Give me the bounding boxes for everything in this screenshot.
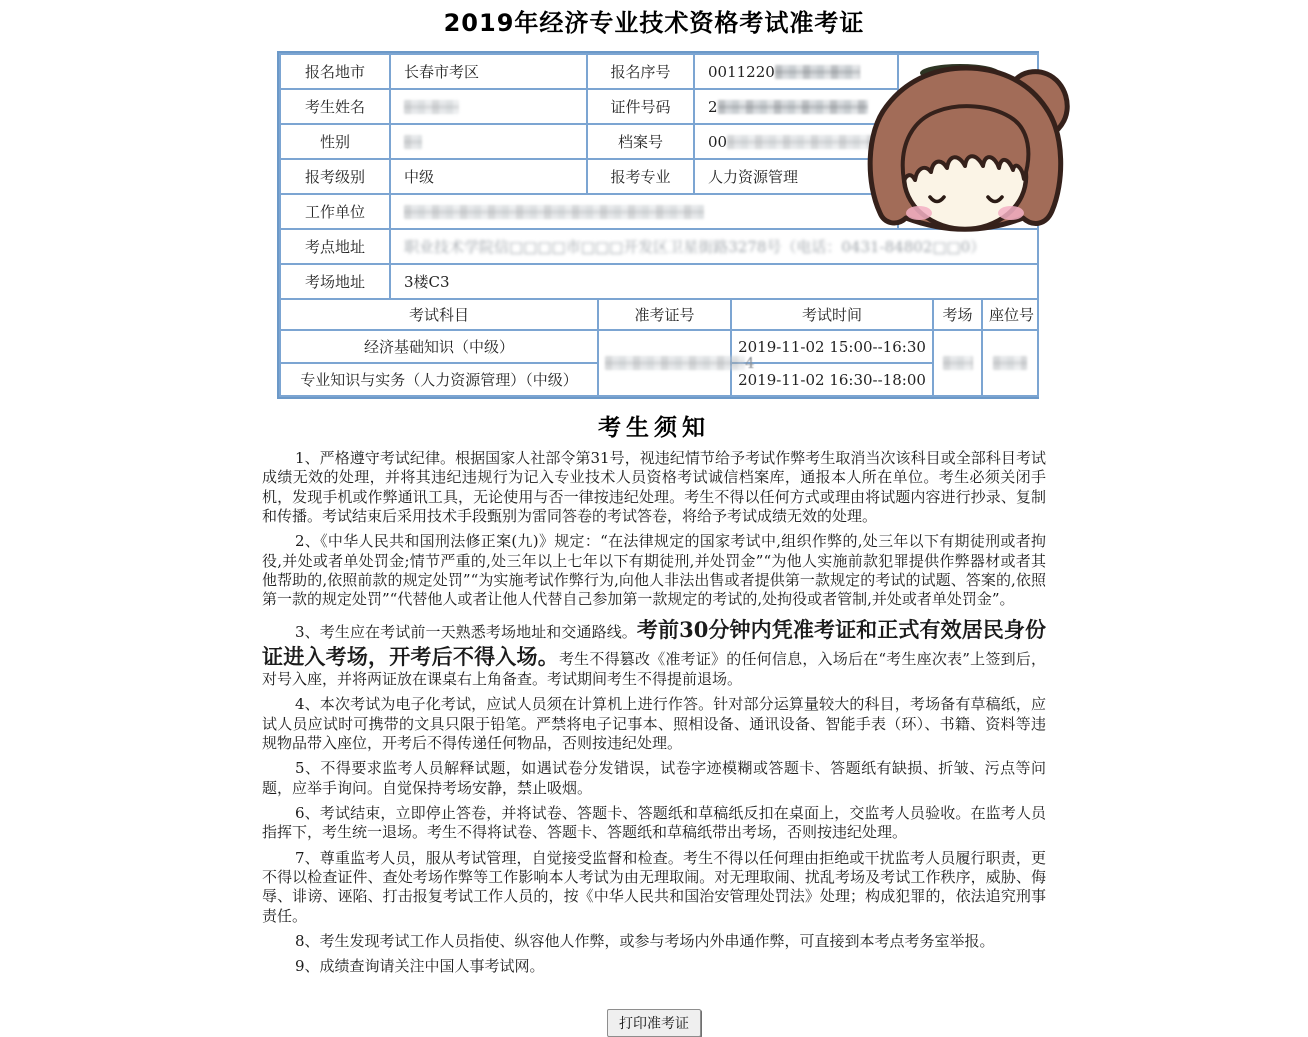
field-label-text: 报名地市 <box>304 63 365 81</box>
ticket-no-suffix: 4 <box>745 354 755 372</box>
redacted-ghost-text: 职业技术学院信□□□□市□□□开发区卫星街路3278号（电话：0431-84802□□0） <box>404 238 986 256</box>
field-label-file-no <box>587 124 694 159</box>
admission-ticket-document <box>262 51 1046 1037</box>
notice-section <box>262 409 1046 977</box>
schedule-row <box>280 330 1038 363</box>
notice-item-1 <box>262 449 1046 526</box>
redacted-value <box>404 205 704 219</box>
header-text: 考试科目 <box>408 306 469 324</box>
field-value-text: 3楼C3 <box>404 273 450 291</box>
admission-ticket-table <box>277 51 1039 399</box>
field-value-level <box>390 159 587 194</box>
field-label-reg-no <box>587 54 694 89</box>
field-value-name <box>390 89 587 124</box>
avatar-blush-left <box>906 206 932 220</box>
field-label-text: 报考专业 <box>610 168 671 186</box>
redacted-value <box>605 356 745 370</box>
notice-text: 3、考生应在考试前一天熟悉考场地址和交通路线。 <box>295 622 637 641</box>
schedule-header-subject <box>280 300 598 330</box>
field-label-room-addr <box>280 264 390 299</box>
notice-item-8 <box>262 932 1046 951</box>
redacted-value <box>718 100 868 114</box>
field-label-text: 证件号码 <box>610 98 671 116</box>
field-value-employer <box>390 194 898 229</box>
header-text: 座位号 <box>989 306 1035 324</box>
notice-text: 5、不得要求监考人员解释试题，如遇试卷分发错误，试卷字迹模糊或答题卡、答题纸有缺损、折皱、污点等问题，应举手询问。自觉保持考场安静，禁止吸烟。 <box>262 759 1046 797</box>
notice-text: 4、本次考试为电子化考试，应试人员须在计算机上进行作答。针对部分运算量较大的科目，考场备有草稿纸，应试人员应试时可携带的文具只限于铅笔。严禁将电子记事本、照相设备、通讯设备、智能手表（环）、书籍、资料等违规物品带入座位，开考后不得传递任何物品，否则按违纪处理。 <box>262 695 1046 752</box>
field-value-text: 长春市考区 <box>404 63 480 81</box>
field-label-text: 报名序号 <box>610 63 671 81</box>
notice-item-4 <box>262 695 1046 753</box>
redacted-value <box>775 65 860 79</box>
schedule-header-ticket-no <box>598 300 731 330</box>
subject-text: 专业知识与实务（人力资源管理）（中级） <box>300 371 578 389</box>
field-label-major <box>587 159 694 194</box>
redacted-value <box>943 356 973 370</box>
field-value-room-addr <box>390 264 1038 299</box>
notice-text-emphasis: 考前30分钟内凭准考证和正式有效居民身份证进入考场，开考后不得入场。 <box>262 616 1046 669</box>
print-ticket-button[interactable]: 打印准考证 <box>607 1009 701 1037</box>
redacted-value <box>993 356 1027 370</box>
notice-item-6 <box>262 804 1046 843</box>
redacted-value <box>404 100 459 114</box>
time-text: 2019-11-02 16:30--18:00 <box>738 370 926 389</box>
redacted-value <box>404 135 422 149</box>
schedule-header-room <box>933 300 982 330</box>
notice-text: 9、成绩查询请关注中国人事考试网。 <box>295 957 545 976</box>
header-text: 考场 <box>942 306 973 324</box>
schedule-subject-1 <box>280 330 598 363</box>
header-text: 考试时间 <box>801 306 862 324</box>
field-value-prefix: 0011220 <box>708 62 775 81</box>
header-text: 准考证号 <box>634 306 695 324</box>
field-label-text: 工作单位 <box>304 203 365 221</box>
field-label-text: 考场地址 <box>304 273 365 291</box>
field-label-gender <box>280 124 390 159</box>
avatar-blush-right <box>998 206 1024 220</box>
notice-text: 8、考生发现考试工作人员指使、纵容他人作弊，或参与考场内外串通作弊，可直接到本考点考务室举报。 <box>295 932 995 951</box>
notice-item-2 <box>262 532 1046 609</box>
page-title: 2019年经济专业技术资格考试准考证 <box>443 9 865 37</box>
field-label-site-addr <box>280 229 390 264</box>
notice-text: 7、尊重监考人员，服从考试管理，自觉接受监督和检查。考生不得以任何理由拒绝或干扰监考人员履行职责，更不得以检查证件、查处考场作弊等工作影响本人考试为由无理取闹。对无理取闹、扰乱考场及考试工作秩序，威胁、侮辱、诽谤、诬陷、打击报复考试工作人员的，按《中华人民共和国治安管理处罚法》处理；构成犯罪的，依法追究刑事责任。 <box>262 848 1046 925</box>
field-label-level <box>280 159 390 194</box>
field-label-text: 考点地址 <box>304 238 365 256</box>
field-label-id-no <box>587 89 694 124</box>
field-label-text: 性别 <box>319 133 350 151</box>
notice-item-3 <box>262 616 1046 690</box>
notice-item-5 <box>262 759 1046 798</box>
field-value-text: 中级 <box>404 168 435 186</box>
notice-text: 考生不得篡改《准考证》的任何信息，入场后在“考生座次表”上签到后，对号入座，并将两证放在课桌右上角备查。考试期间考生不得提前退场。 <box>262 649 1047 688</box>
avatar-girl-illustration <box>864 63 1069 239</box>
field-value-text: 人力资源管理 <box>708 168 799 186</box>
time-text: 2019-11-02 15:00--16:30 <box>738 337 926 356</box>
notice-text: 2、《中华人民共和国刑法修正案(九)》规定：“在法律规定的国家考试中,组织作弊的,处三年以下有期徒刑或者拘役,并处或者单处罚金;情节严重的,处三年以上七年以下有期徒刑,并处罚金”“为他人实施前款犯罪提供作弊器材或者其他帮助的,依照前款的规定处罚”“为实施考试作弊行为,向他人非法出售或者提供第一款规定的考试的试题、答案的,依照第一款的规定处罚”“代替他人或者让他人代替自己参加第一款规定的考试的,处拘役或者管制,并处或者单处罚金”。 <box>262 532 1046 609</box>
field-value-reg-city <box>390 54 587 89</box>
field-label-name <box>280 89 390 124</box>
field-label-text: 报考级别 <box>304 168 365 186</box>
button-row <box>262 1009 1046 1037</box>
schedule-header-seat <box>982 300 1038 330</box>
field-label-text: 档案号 <box>617 133 663 151</box>
notice-item-9 <box>262 957 1046 976</box>
schedule-ticket-no <box>598 330 755 396</box>
field-value-prefix: 00 <box>708 132 728 151</box>
notice-item-7 <box>262 849 1046 926</box>
notice-text: 6、考试结束，立即停止答卷，并将试卷、答题卡、答题纸和草稿纸反扣在桌面上，交监考人员验收。在监考人员指挥下，考生统一退场。考生不得将试卷、答题卡、答题纸和草稿纸带出考场，否则按违纪处理。 <box>262 803 1046 842</box>
notice-title: 考生须知 <box>598 414 710 441</box>
schedule-seat <box>982 330 1038 396</box>
schedule-subject-2 <box>280 363 598 396</box>
subject-text: 经济基础知识（中级） <box>363 338 514 356</box>
notice-text: 1、严格遵守考试纪律。根据国家人社部令第31号，视违纪情节给予考试作弊考生取消当次该科目或全部科目考试成绩无效的处理，并将其违纪违规行为记入专业技术人员资格考试诚信档案库，通报本人所在单位。考生必须关闭手机，发现手机或作弊通讯工具，无论使用与否一律按违纪处理。考生不得以任何方式或理由将试题内容进行抄录、复制和传播。考试结束后采用技术手段甄别为雷同答卷的考试答卷，将给予考试成绩无效的处理。 <box>262 449 1046 526</box>
schedule-time-2 <box>731 363 933 396</box>
exam-schedule-table <box>279 300 1039 397</box>
schedule-room <box>933 330 982 396</box>
field-value-prefix: 2 <box>708 97 718 116</box>
schedule-time-1 <box>731 330 933 363</box>
schedule-header-time <box>731 300 933 330</box>
field-label-text: 考生姓名 <box>304 98 365 116</box>
field-label-employer <box>280 194 390 229</box>
field-label-reg-city <box>280 54 390 89</box>
field-value-gender <box>390 124 587 159</box>
